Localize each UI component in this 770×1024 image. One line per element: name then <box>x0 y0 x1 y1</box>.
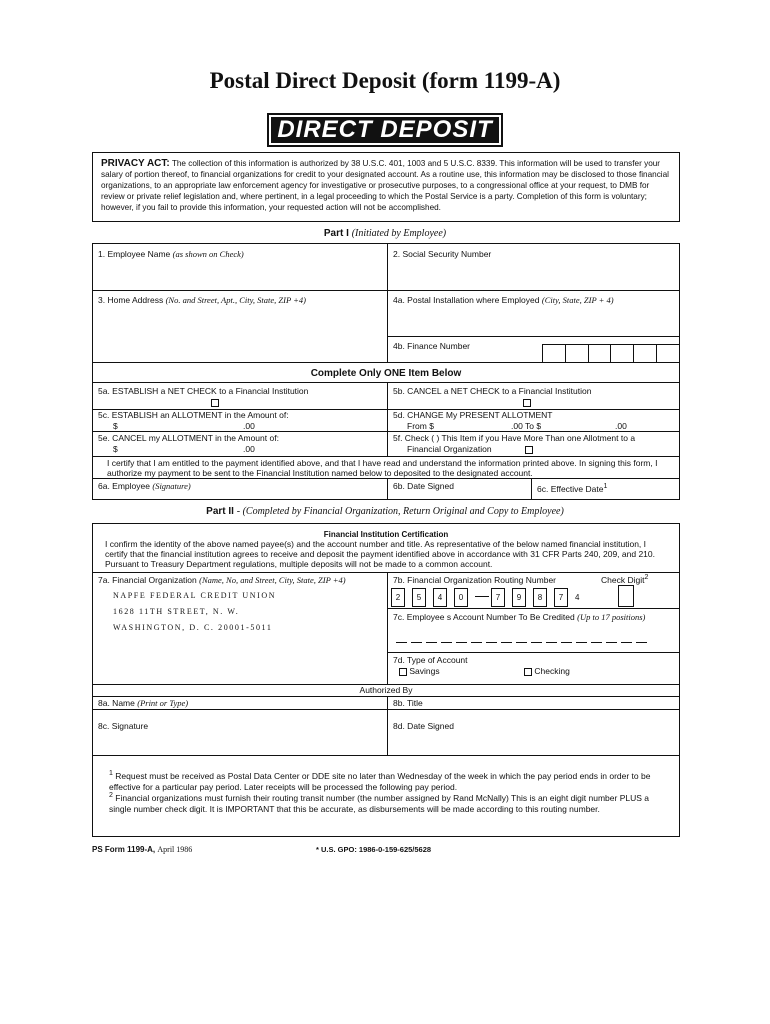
check-digit-label: Check Digit$^2$ <box>601 574 649 585</box>
item-5d-from[interactable]: From $ <box>407 421 434 431</box>
ssn-field[interactable]: 2. Social Security Number <box>393 249 492 259</box>
routing-digit: 4 <box>433 588 447 607</box>
item-5f-label: 5f. Check ( ) This Item if you Have More Than one Allotment to a <box>393 433 636 443</box>
cert-text: I confirm the identity of the above named payee(s) and the account number and title. As representative of the below named financial institution, I certify that the financial institution agrees to receive and deposit the payment identified above in accordance with 31 CFR Parts 240, 209, and 210. Pursuant to Treasury Department regulations, multiple deposits will not be made to a common account. <box>105 539 655 569</box>
item-5c-label: 5c. ESTABLISH an ALLOTMENT in the Amount of: <box>98 410 289 420</box>
part1-form <box>92 243 680 500</box>
account-type-label: 7d. Type of Account <box>393 655 468 665</box>
routing-digit: 5 <box>412 588 426 607</box>
part2-form <box>92 523 680 837</box>
routing-digit: 7 <box>491 588 505 607</box>
postal-installation-field[interactable]: 4a. Postal Installation where Employed (City, State, ZIP + 4) <box>393 295 614 305</box>
gpo-number: * U.S. GPO: 1986-0-159-625/5628 <box>316 845 432 854</box>
item-5a-label: 5a. ESTABLISH a NET CHECK to a Financial Institution <box>98 386 309 396</box>
savings-option[interactable]: Savings <box>399 666 440 677</box>
item-5c-amount-field[interactable]: .00 <box>243 421 255 431</box>
title-field[interactable]: 8b. Title <box>393 698 423 708</box>
org-name: NAPFE FEDERAL CREDIT UNION <box>113 591 277 600</box>
org-street: 1628 11TH STREET, N. W. <box>113 607 240 616</box>
certification-text: I certify that I am entitled to the payment identified above, and that I have read and understand the information printed above. In signing this form, I authorize my payment to be sent to the Financial Institution named below to deposited to the designated account. <box>107 458 658 478</box>
part2-title: Part II <box>206 506 234 517</box>
item-5f-checkbox[interactable] <box>525 446 533 454</box>
privacy-text: The collection of this information is authorized by 38 U.S.C. 401, 1003 and 5 U.S.C. 8339. This information will be used to transfer your salary of portion thereof, to financial organizations for credit to your designated account. As a routine use, this information may be disclosed to those financial organizations, to an appropriate law enforcement agency for investigative or prosecutive purposes, to a congressional office at your request, to DMB for review or private relief legislation and, where pertinent, in a legal proceeding to which the Postal Service is a party. Completion of this form is voluntary; however, if you fail to provide this information, your requested action will not be accomplished. <box>101 159 669 212</box>
routing-dash <box>475 596 489 597</box>
part2-header <box>0 506 770 517</box>
effective-date-field[interactable]: 6c. Effective Date$^1$ <box>537 483 608 494</box>
item-5f-label-2: Financial Organization <box>407 444 492 454</box>
routing-digit: 9 <box>512 588 526 607</box>
logo-text: DIRECT DEPOSIT <box>277 116 493 143</box>
item-5e-amount-field[interactable]: .00 <box>243 444 255 454</box>
part1-subtitle: (Initiated by Employee) <box>351 228 447 239</box>
routing-digit: 4 <box>575 593 580 602</box>
part1-title: Part I <box>323 228 349 239</box>
check-digit-box[interactable] <box>618 585 634 607</box>
name-field[interactable]: 8a. Name (Print or Type) <box>98 698 189 708</box>
privacy-label: PRIVACY ACT: <box>101 158 170 169</box>
org-city: WASHINGTON, D. C. 20001-5011 <box>113 623 273 632</box>
checking-checkbox[interactable] <box>524 668 532 676</box>
date-signed-2-field[interactable]: 8d. Date Signed <box>393 721 454 731</box>
signature-field[interactable]: 8c. Signature <box>98 721 149 731</box>
item-5c-dollar: $ <box>113 421 118 431</box>
privacy-act-box <box>92 152 680 222</box>
account-number-label: 7c. Employee s Account Number To Be Credited (Up to 17 positions) <box>393 612 646 622</box>
item-5a-checkbox[interactable] <box>211 399 219 407</box>
employee-name-field[interactable]: 1. Employee Name (as shown on Check) <box>98 249 244 259</box>
routing-digit: 8 <box>533 588 547 607</box>
part2-subtitle: - (Completed by Financial Organization, Return Original and Copy to Employee) <box>236 506 564 517</box>
routing-digit: 0 <box>454 588 468 607</box>
complete-one-heading: Complete Only ONE Item Below <box>310 368 462 379</box>
footnote-ref-2: 2 <box>644 574 649 581</box>
authorized-by-label: Authorized By <box>359 685 413 695</box>
checking-option[interactable]: Checking <box>524 666 570 677</box>
item-5d-to[interactable]: .00 To $ <box>511 421 542 431</box>
item-5b-label: 5b. CANCEL a NET CHECK to a Financial Institution <box>393 386 592 396</box>
item-5b-checkbox[interactable] <box>523 399 531 407</box>
fin-org-label: 7a. Financial Organization (Name, No, and Street, City, State, ZIP +4) <box>98 575 346 585</box>
footnote-2: $^2$ Financial organizations must furnish their routing transit number (the number assigned by Rand McNally) This is an eight digit number PLUS a single number check digit. It is IMPORTANT that this be accurate, as disbursements will be made according to this routing number. <box>109 792 649 814</box>
page-title: Postal Direct Deposit (form 1199-A) <box>209 68 561 93</box>
employee-signature-field[interactable]: 6a. Employee (Signature) <box>98 481 191 491</box>
direct-deposit-logo <box>267 113 503 147</box>
part1-header <box>0 228 770 239</box>
routing-digit: 7 <box>554 588 568 607</box>
item-5d-label: 5d. CHANGE My PRESENT ALLOTMENT <box>393 410 553 420</box>
fin-org-address[interactable] <box>113 588 276 636</box>
savings-checkbox[interactable] <box>399 668 407 676</box>
routing-digit: 2 <box>391 588 405 607</box>
item-5e-dollar: $ <box>113 444 118 454</box>
item-5d-to-cents: .00 <box>615 421 627 431</box>
routing-label: 7b. Financial Organization Routing Number <box>393 575 557 585</box>
finance-number-label: 4b. Finance Number <box>393 341 471 351</box>
footnote-1: $^1$ Request must be received as Postal Data Center or DDE site no later than Wednesday of the week in which the pay period ends in order to be effective for a particular pay period. Later receipts will be processed the following pay period. <box>109 770 651 792</box>
form-number: PS Form 1199-A, April 1986 <box>92 845 193 854</box>
home-address-field[interactable]: 3. Home Address (No. and Street, Apt., City, State, ZIP +4) <box>98 295 306 305</box>
footnote-ref-1: 1 <box>603 483 608 490</box>
item-5e-label: 5e. CANCEL my ALLOTMENT in the Amount of: <box>98 433 279 443</box>
finance-number-boxes[interactable] <box>542 344 680 362</box>
cert-title: Financial Institution Certification <box>323 530 449 539</box>
date-signed-field[interactable]: 6b. Date Signed <box>393 481 454 491</box>
